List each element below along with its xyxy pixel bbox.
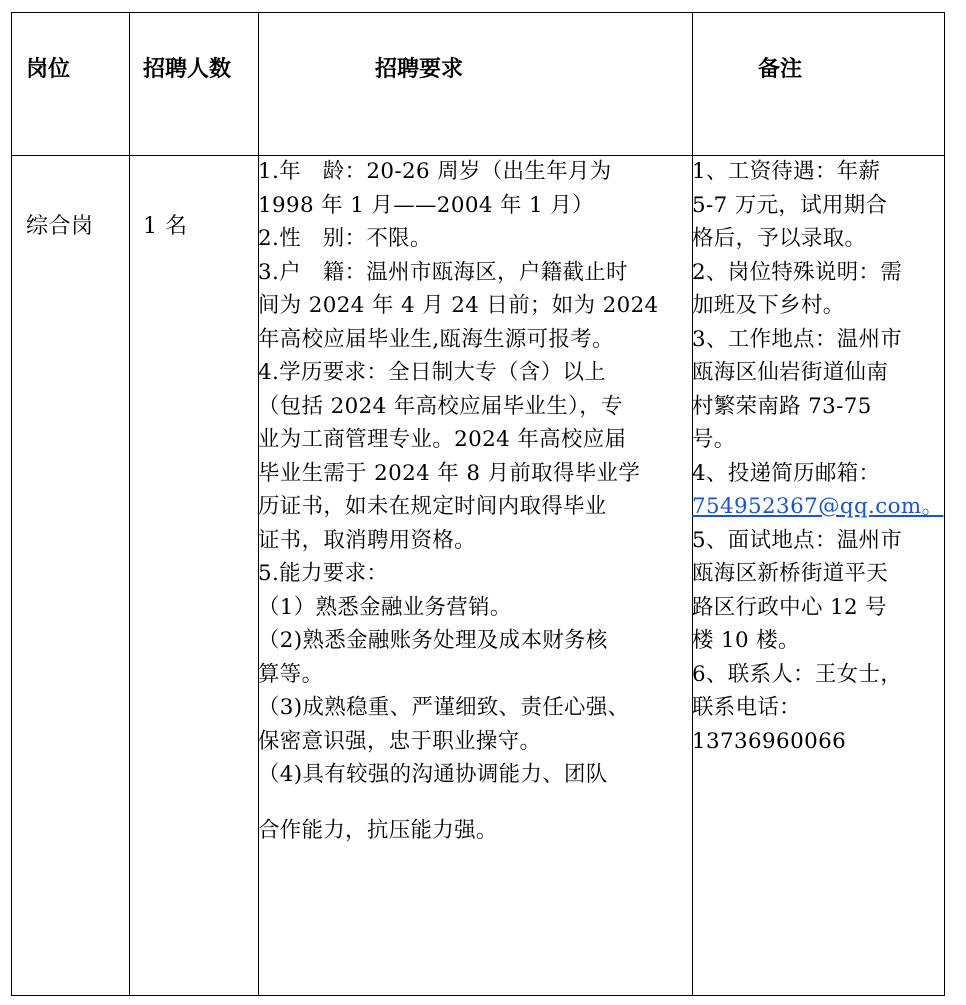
notes-interview: 瓯海区新桥街道平天	[692, 561, 889, 586]
email-link[interactable]: 754952367@qq.com。	[692, 494, 944, 519]
notes-special: 2、岗位特殊说明：需	[692, 259, 903, 285]
requirements-line: 间为 2024 年 4 月 24 日前；如为 2024	[258, 293, 659, 318]
requirements-line: （包括 2024 年高校应届毕业生），专	[258, 393, 623, 419]
requirements-line: 2.性 别：不限。	[258, 226, 432, 251]
notes-interview: 楼 10 楼。	[692, 628, 800, 653]
notes-interview: 5、面试地点：温州市	[692, 527, 903, 553]
notes-location: 村繁荣南路 73-75	[692, 393, 872, 419]
requirements-line: （3)成熟稳重、严谨细致、责任心强、	[258, 695, 630, 720]
header-position: 岗位	[26, 56, 71, 82]
header-count: 招聘人数	[143, 56, 232, 82]
requirements-cell	[258, 155, 682, 847]
notes-salary: 格后，予以录取。	[692, 226, 867, 251]
notes-location: 3、工作地点：温州市	[692, 326, 903, 352]
requirements-line: 1998 年 1 月——2004 年 1 月）	[258, 192, 594, 218]
requirements-line: 历证书，如未在规定时间内取得毕业	[258, 494, 607, 519]
notes-contact: 6、联系人：王女士，	[692, 661, 903, 687]
column-divider	[129, 13, 130, 995]
requirements-line: 5.能力要求：	[258, 561, 389, 586]
requirements-line: （2)熟悉金融账务处理及成本财务核	[258, 628, 608, 653]
requirements-line: （1）熟悉金融业务营销。	[258, 594, 512, 620]
requirements-line: 业为工商管理专业。2024 年高校应届	[258, 427, 627, 452]
notes-location: 号。	[692, 427, 736, 452]
notes-phone: 13736960066	[692, 728, 847, 754]
notes-contact: 联系电话：	[692, 695, 801, 720]
notes-salary: 5-7 万元，试用期合	[692, 192, 888, 218]
requirements-line: 年高校应届毕业生,瓯海生源可报考。	[258, 326, 614, 352]
requirements-line: 算等。	[258, 661, 324, 687]
requirements-line: （4)具有较强的沟通协调能力、团队	[258, 762, 608, 787]
requirements-line: 4.学历要求：全日制大专（含）以上	[258, 360, 607, 385]
notes-cell	[692, 155, 944, 758]
cell-position: 综合岗	[26, 214, 94, 239]
requirements-line: 合作能力，抗压能力强。	[258, 817, 498, 843]
notes-salary: 1、工资待遇：年薪	[692, 159, 881, 184]
requirements-line: 证书，取消聘用资格。	[258, 527, 476, 553]
cell-count: 1 名	[143, 214, 188, 239]
notes-interview: 路区行政中心 12 号	[692, 594, 887, 620]
notes-special: 加班及下乡村。	[692, 293, 845, 318]
header-notes: 备注	[758, 56, 803, 82]
notes-location: 瓯海区仙岩街道仙南	[692, 360, 889, 385]
email-line	[692, 490, 944, 524]
requirements-line: 3.户 籍：温州市瓯海区，户籍截止时	[258, 259, 628, 285]
notes-email-label: 4、投递简历邮箱：	[692, 460, 881, 486]
requirements-line: 1.年 龄：20-26 周岁（出生年月为	[258, 159, 612, 184]
header-requirements: 招聘要求	[375, 56, 464, 82]
requirements-line: 保密意识强，忠于职业操守。	[258, 728, 542, 754]
requirements-line: 毕业生需于 2024 年 8 月前取得毕业学	[258, 460, 641, 486]
